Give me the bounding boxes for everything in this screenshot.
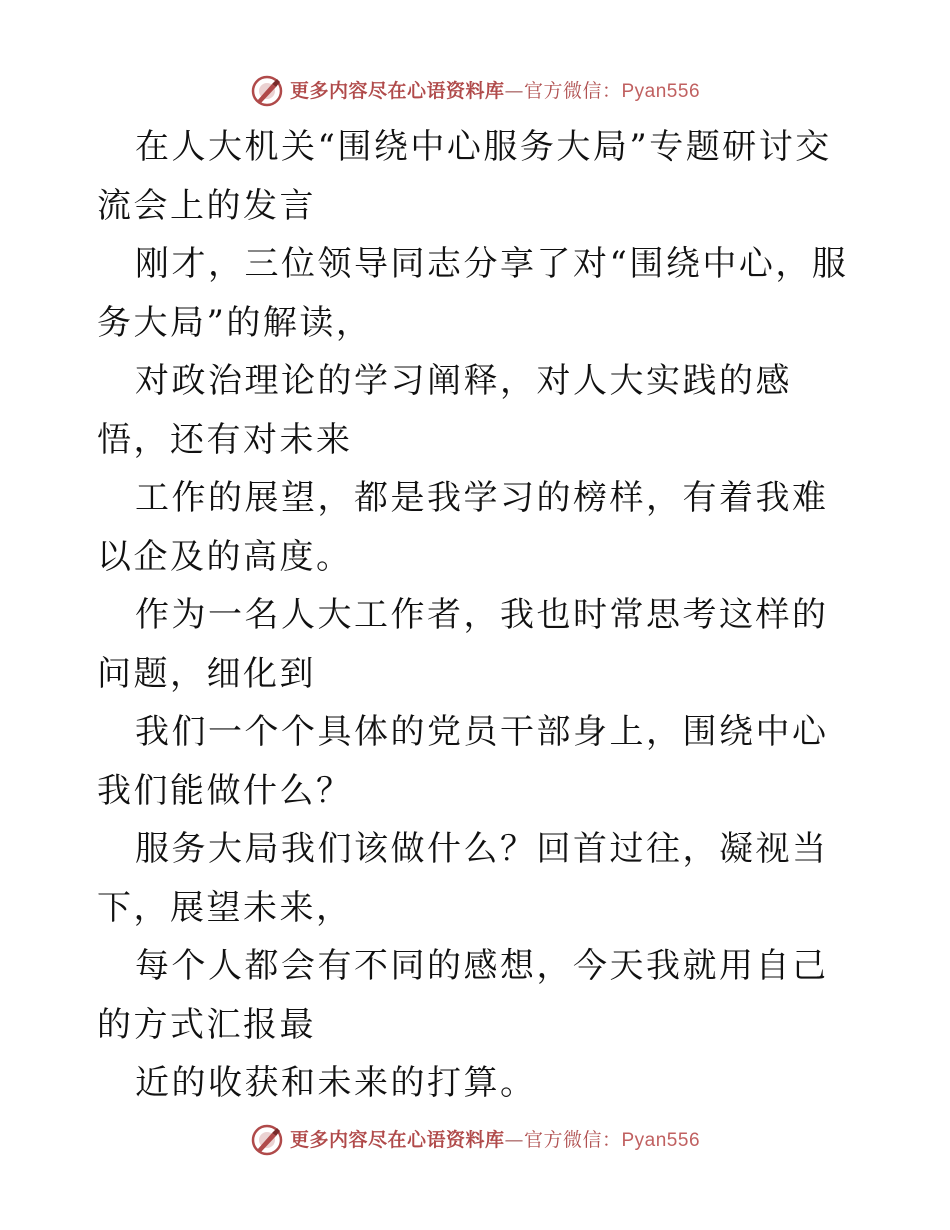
document-title: 在人大机关“围绕中心服务大局”专题研讨交流会上的发言 [97,127,832,226]
footer-site-text: 更多内容尽在心语资料库 [289,1128,505,1151]
header-wechat-id: Pyan556 [621,80,701,102]
footer-watermark-text [289,1128,701,1151]
paragraph: 近的收获和未来的打算。 [135,1063,537,1103]
header-watermark-text [289,79,701,102]
paragraph: 我们一个个具体的党员干部身上，围绕中心我们能做什么？ [97,712,829,811]
document-body [97,118,857,1113]
paragraph: 工作的展望，都是我学习的榜样，有着我难以企及的高度。 [97,478,829,577]
pen-logo-icon [250,74,284,108]
paragraph: 每个人都会有不同的感想，今天我就用自己的方式汇报最 [97,946,829,1045]
footer-watermark [0,1120,950,1160]
paragraph: 刚才，三位领导同志分享了对“围绕中心，服务大局”的解读， [97,244,849,343]
footer-wechat-label: 官方微信： [523,1128,622,1151]
paragraph: 对政治理论的学习阐释，对人大实践的感悟，还有对未来 [97,361,792,460]
pen-logo-icon [250,1123,284,1157]
header-separator: — [504,79,524,102]
paragraph: 服务大局我们该做什么？回首过往，凝视当下，展望未来， [97,829,829,928]
paragraph: 作为一名人大工作者，我也时常思考这样的问题，细化到 [97,595,829,694]
header-wechat-label: 官方微信： [523,79,622,102]
header-site-text: 更多内容尽在心语资料库 [289,79,505,102]
footer-separator: — [504,1128,524,1151]
footer-wechat-id: Pyan556 [621,1129,701,1151]
header-watermark [0,71,950,111]
